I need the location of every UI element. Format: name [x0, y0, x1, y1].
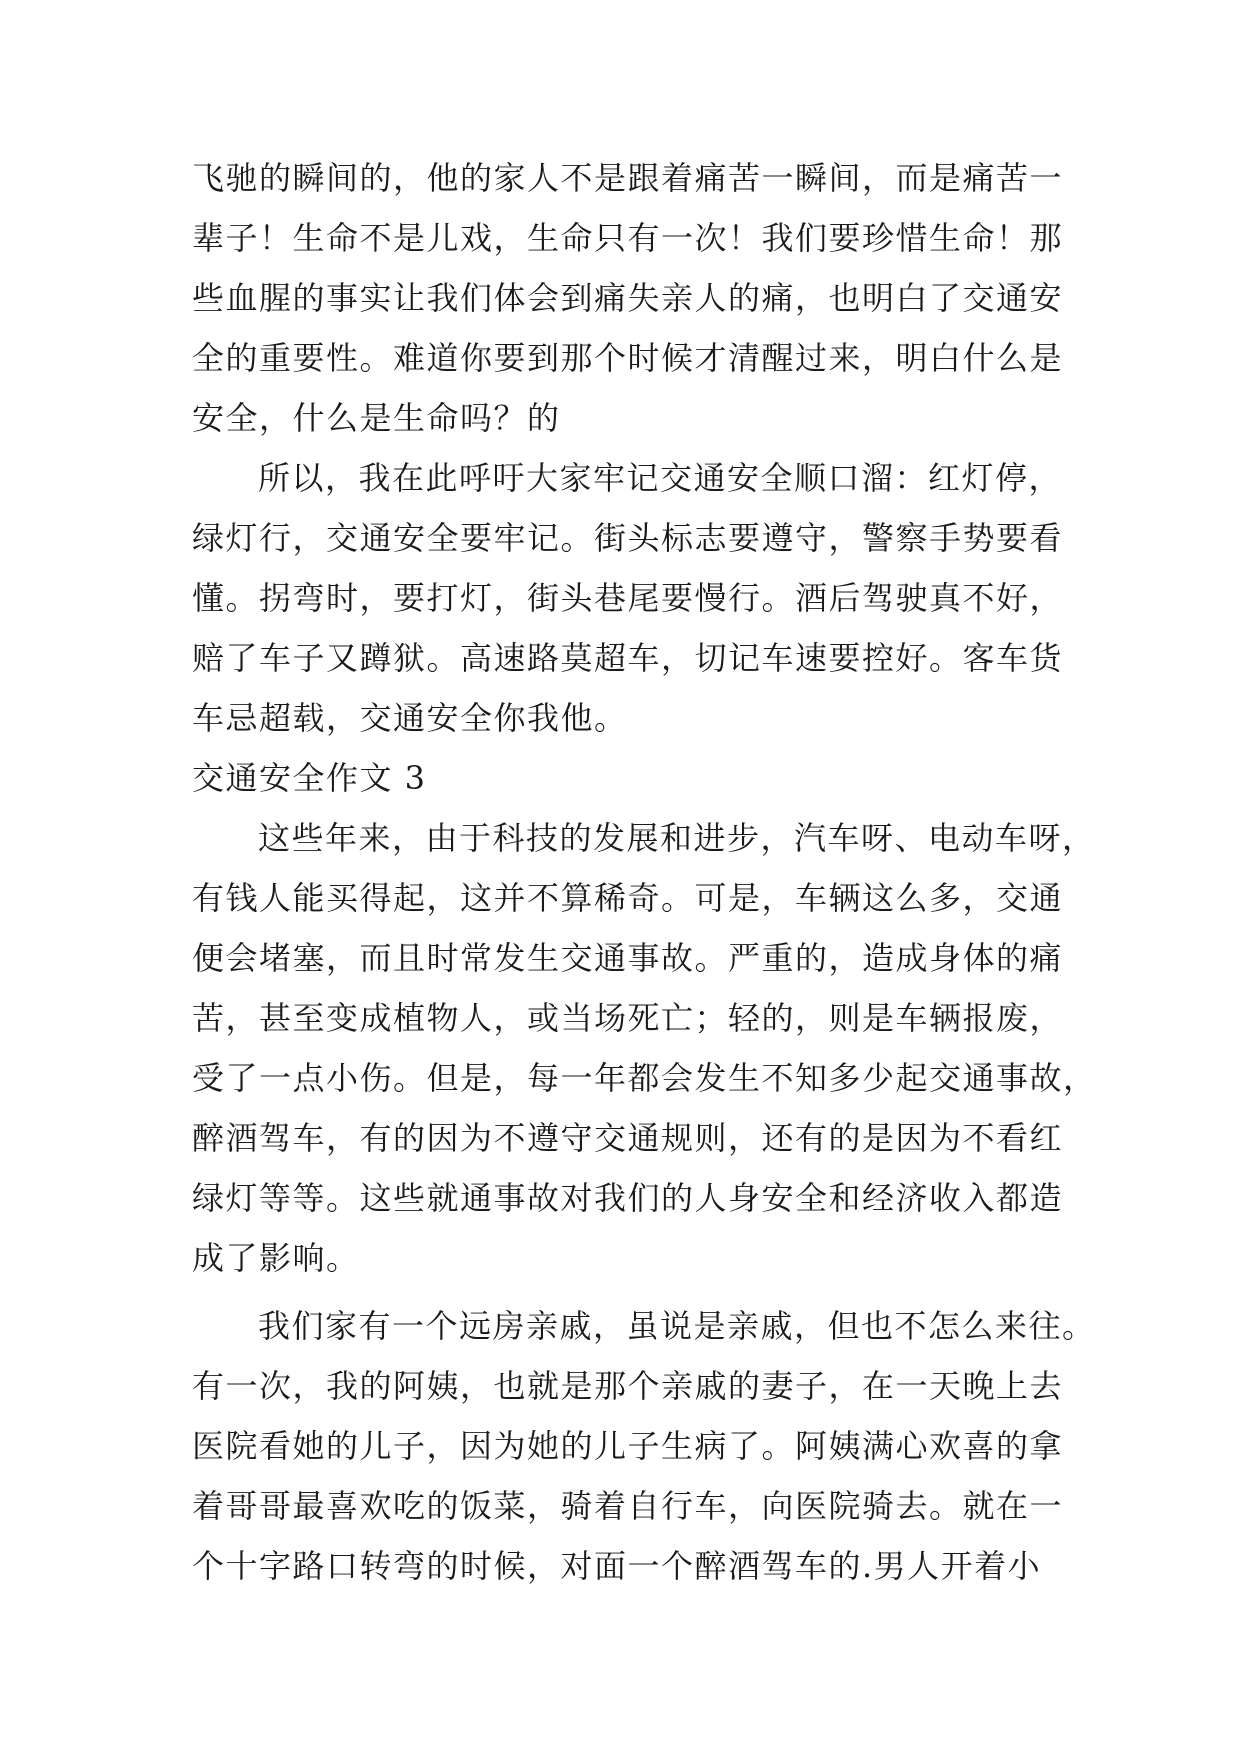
- text-line: 我们家有一个远房亲戚，虽说是亲戚，但也不怎么来往。: [258, 1307, 1096, 1345]
- text-line: 苦，甚至变成植物人，或当场死亡；轻的，则是车辆报废，: [192, 999, 1064, 1037]
- paragraph-3: [192, 808, 1097, 1288]
- paragraph-2: [192, 448, 1082, 748]
- text-line: 赔了车子又蹲狱。高速路莫超车，切记车速要控好。客车货: [192, 639, 1064, 677]
- text-line: 飞驰的瞬间的，他的家人不是跟着痛苦一瞬间，而是痛苦一: [192, 159, 1064, 197]
- text-line: 这些年来，由于科技的发展和进步，汽车呀、电动车呀，: [258, 819, 1096, 857]
- text-line: 绿灯行，交通安全要牢记。街头标志要遵守，警察手势要看: [192, 519, 1064, 557]
- text-line: 懂。拐弯时，要打灯，街头巷尾要慢行。酒后驾驶真不好，: [192, 579, 1064, 617]
- text-line: 有一次，我的阿姨，也就是那个亲戚的妻子，在一天晚上去: [192, 1367, 1064, 1405]
- text-line: 个十字路口转弯的时候，对面一个醉酒驾车的.男人开着小: [192, 1547, 1042, 1585]
- text-line: 些血腥的事实让我们体会到痛失亲人的痛，也明白了交通安: [192, 279, 1064, 317]
- document-page: [192, 148, 1097, 1596]
- text-line: 辈子！生命不是儿戏，生命只有一次！我们要珍惜生命！那: [192, 219, 1064, 257]
- text-line: 全的重要性。难道你要到那个时候才清醒过来，明白什么是: [192, 339, 1064, 377]
- text-line: 有钱人能买得起，这并不算稀奇。可是，车辆这么多，交通: [192, 879, 1064, 917]
- text-line: 便会堵塞，而且时常发生交通事故。严重的，造成身体的痛: [192, 939, 1064, 977]
- text-line: 安全，什么是生命吗？的: [192, 399, 561, 437]
- text-line: 着哥哥最喜欢吃的饭菜，骑着自行车，向医院骑去。就在一: [192, 1487, 1064, 1525]
- text-line: 成了影响。: [192, 1239, 360, 1277]
- text-line: 医院看她的儿子，因为她的儿子生病了。阿姨满心欢喜的拿: [192, 1427, 1064, 1465]
- paragraph-4: [192, 1296, 1096, 1596]
- text-line: 受了一点小伤。但是，每一年都会发生不知多少起交通事故，: [192, 1059, 1097, 1097]
- text-line: 醉酒驾车，有的因为不遵守交通规则，还有的是因为不看红: [192, 1119, 1064, 1157]
- paragraph-gap: [192, 1288, 1082, 1296]
- text-line: 车忌超载，交通安全你我他。: [192, 699, 628, 737]
- text-line: 所以，我在此呼吁大家牢记交通安全顺口溜：红灯停，: [258, 459, 1063, 497]
- text-line: 绿灯等等。这些就通事故对我们的人身安全和经济收入都造: [192, 1179, 1064, 1217]
- paragraph-1: [192, 148, 1082, 448]
- section-heading: 交通安全作文 3: [192, 759, 427, 797]
